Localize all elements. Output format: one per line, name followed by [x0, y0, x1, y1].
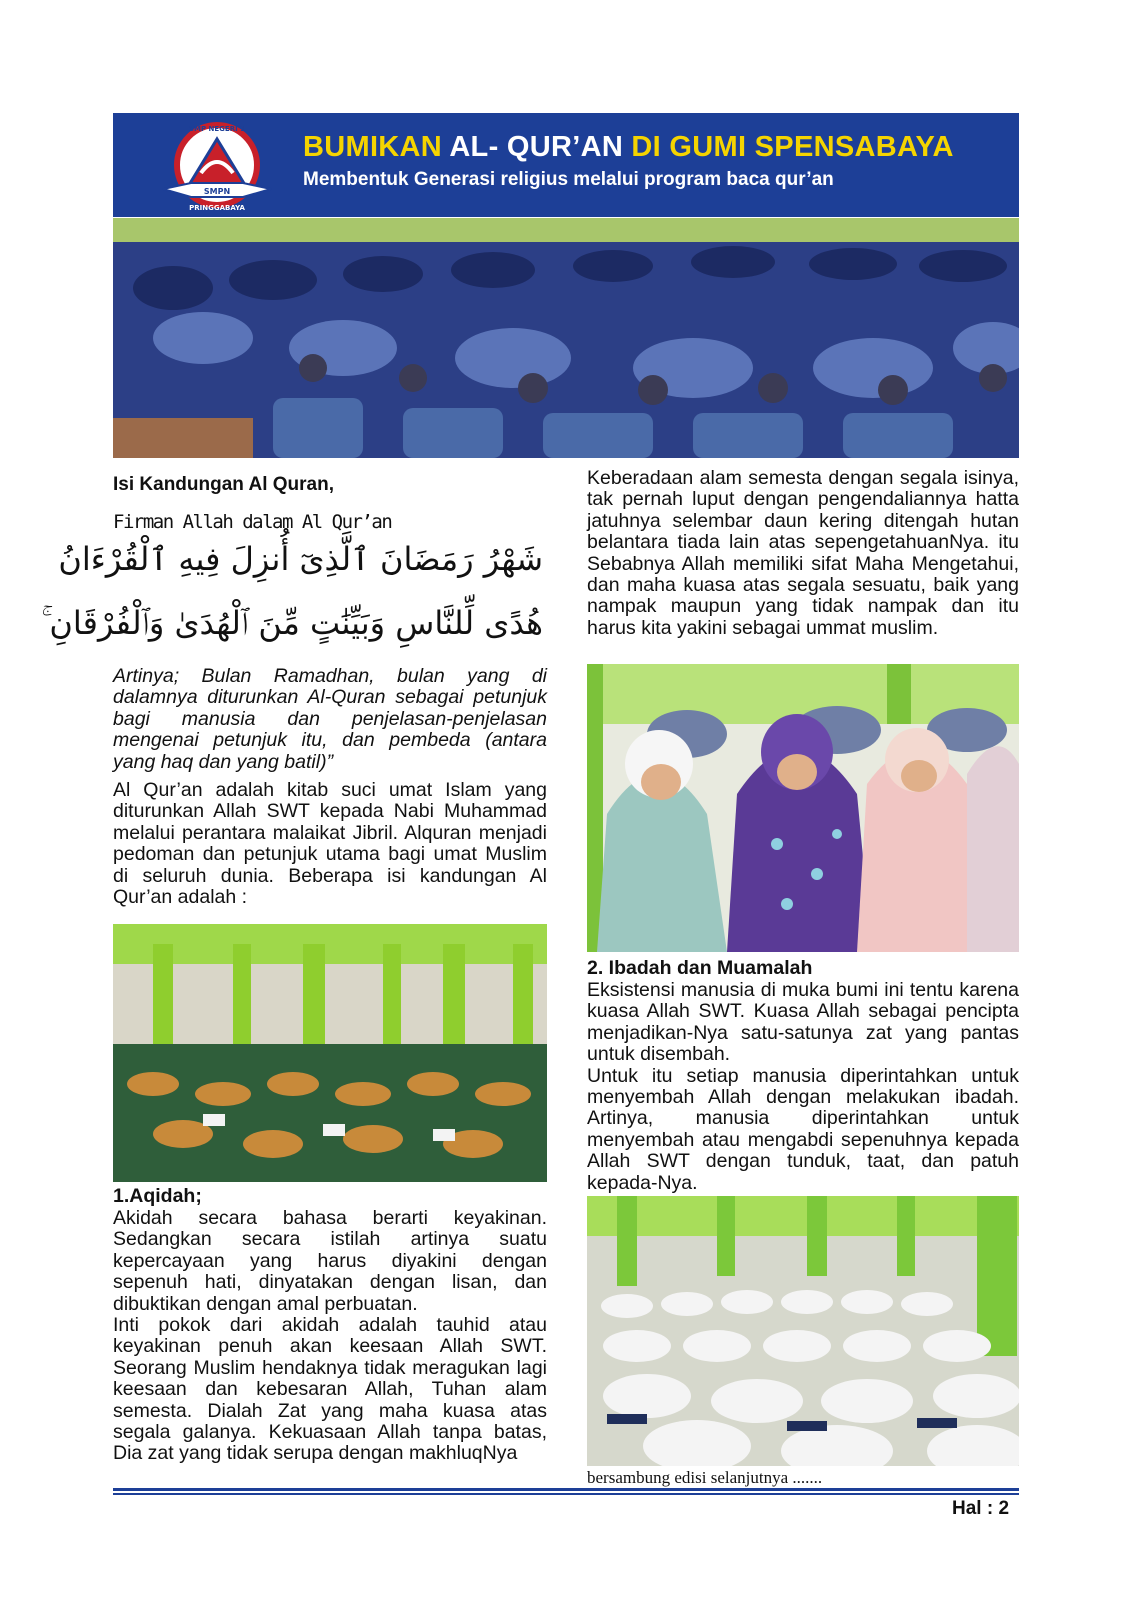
- header-title: [303, 131, 954, 164]
- section-heading: Isi Kandungan Al Quran,: [113, 474, 334, 495]
- arabic-verse-line-2: هُدًى لِّلنَّاسِ وَبَيِّنَٰتٍ مِّنَ ٱلْهُدَىٰ وَٱلْفُرْقَانِ ۚ: [41, 604, 543, 642]
- section2-body: [587, 980, 1019, 1194]
- arabic-verse-line-1: شَهْرُ رَمَضَانَ ٱلَّذِىٓ أُنزِلَ فِيهِ ٱلْقُرْءَانُ: [58, 540, 543, 578]
- section1-paragraph-1: Akidah secara bahasa berarti keyakinan. Sedangkan secara istilah artinya suatu kepercayaan yang harus diyakini dengan sepenuh hati, dinyatakan dengan lisan, dan dibuktikan dengan amal perbuatan.: [113, 1207, 547, 1315]
- page-number: Hal : 2: [952, 1498, 1010, 1519]
- header-subtitle: Membentuk Generasi religius melalui program baca qur’an: [303, 169, 834, 190]
- footer-rule-thin: [113, 1493, 1019, 1495]
- section2-paragraph-2: Untuk itu setiap manusia diperintahkan untuk menyembah Allah dengan melakukan ibadah. Artinya, manusia diperintahkan untuk menyembah atau mengabdi sepenuhnya kepada Allah SWT dengan tunduk, taat, dan patuh kepada-Nya.: [587, 1064, 1019, 1194]
- section2-title: 2. Ibadah dan Muamalah: [587, 957, 813, 979]
- intro-paragraph: Al Qur’an adalah kitab suci umat Islam yang diturunkan Allah SWT kepada Nabi Muhammad melalui perantara malaikat Jibril. Alquran menjadi pedoman dan petunjuk utama bagi umat Muslim di seluruh dunia. Beberapa isi kandungan Al Qur’an adalah :: [113, 779, 547, 909]
- mosque-reading-photo: [113, 924, 547, 1182]
- logo-top-text: SMP NEGERI 1: [188, 125, 246, 133]
- section1-body: [113, 1208, 547, 1465]
- section-subheading: Firman Allah dalam Al Qur’an: [113, 511, 392, 533]
- girls-prayer-photo: [587, 664, 1019, 952]
- logo-bottom-text: PRINGGABAYA: [189, 204, 245, 212]
- right-top-paragraph: Keberadaan alam semesta dengan segala isinya, tak pernah luput dengan pengendaliannya hatta jatuhnya selembar daun kering ditengah hutan belantara tiada lain atas sepengetahuanNya. itu Sebabnya Allah memiliki sifat Maha Mengetahui, dan maha kuasa atas segala sesuatu, baik yang nampak maupun yang tidak nampak dan itu harus kita yakini sebagai ummat muslim.: [587, 467, 1019, 639]
- header-title-part2: AL- QUR’AN: [449, 131, 624, 163]
- prostration-photo: [587, 1196, 1019, 1466]
- section1-paragraph-2: Inti pokok dari akidah adalah tauhid atau keyakinan penuh akan keesaan Allah SWT. Seorang Muslim hendaknya tidak meragukan lagi keesaan dan kebesaran Allah, Tuhan alam semesta. Dialah Zat yang maha kuasa atas segala galanya. Kekuasaan Allah tanpa batas, Dia zat yang tidak serupa dengan makhluqNya: [113, 1314, 547, 1465]
- hero-photo: [113, 218, 1019, 458]
- school-logo-icon: [161, 121, 273, 213]
- section1-title: 1.Aqidah;: [113, 1185, 202, 1207]
- section2-paragraph-1: Eksistensi manusia di muka bumi ini tentu karena kuasa Allah SWT. Kuasa Allah sebagai pencipta menjadikan-Nya satu-satunya zat yang pantas untuk disembah.: [587, 979, 1019, 1066]
- footer-rule: [113, 1488, 1019, 1491]
- header-title-part3: DI GUMI SPENSABAYA: [623, 131, 954, 163]
- continued-note: bersambung edisi selanjutnya .......: [587, 1468, 823, 1487]
- logo-ribbon-text: SMPN: [203, 187, 231, 196]
- header-banner: [113, 113, 1019, 217]
- header-title-part1: BUMIKAN: [303, 131, 450, 163]
- verse-translation: Artinya; Bulan Ramadhan, bulan yang di dalamnya diturunkan Al-Quran sebagai petunjuk bagi manusia dan penjelasan-penjelasan mengenai petunjuk itu, dan pembeda (antara yang haq dan yang batil)”: [113, 665, 547, 773]
